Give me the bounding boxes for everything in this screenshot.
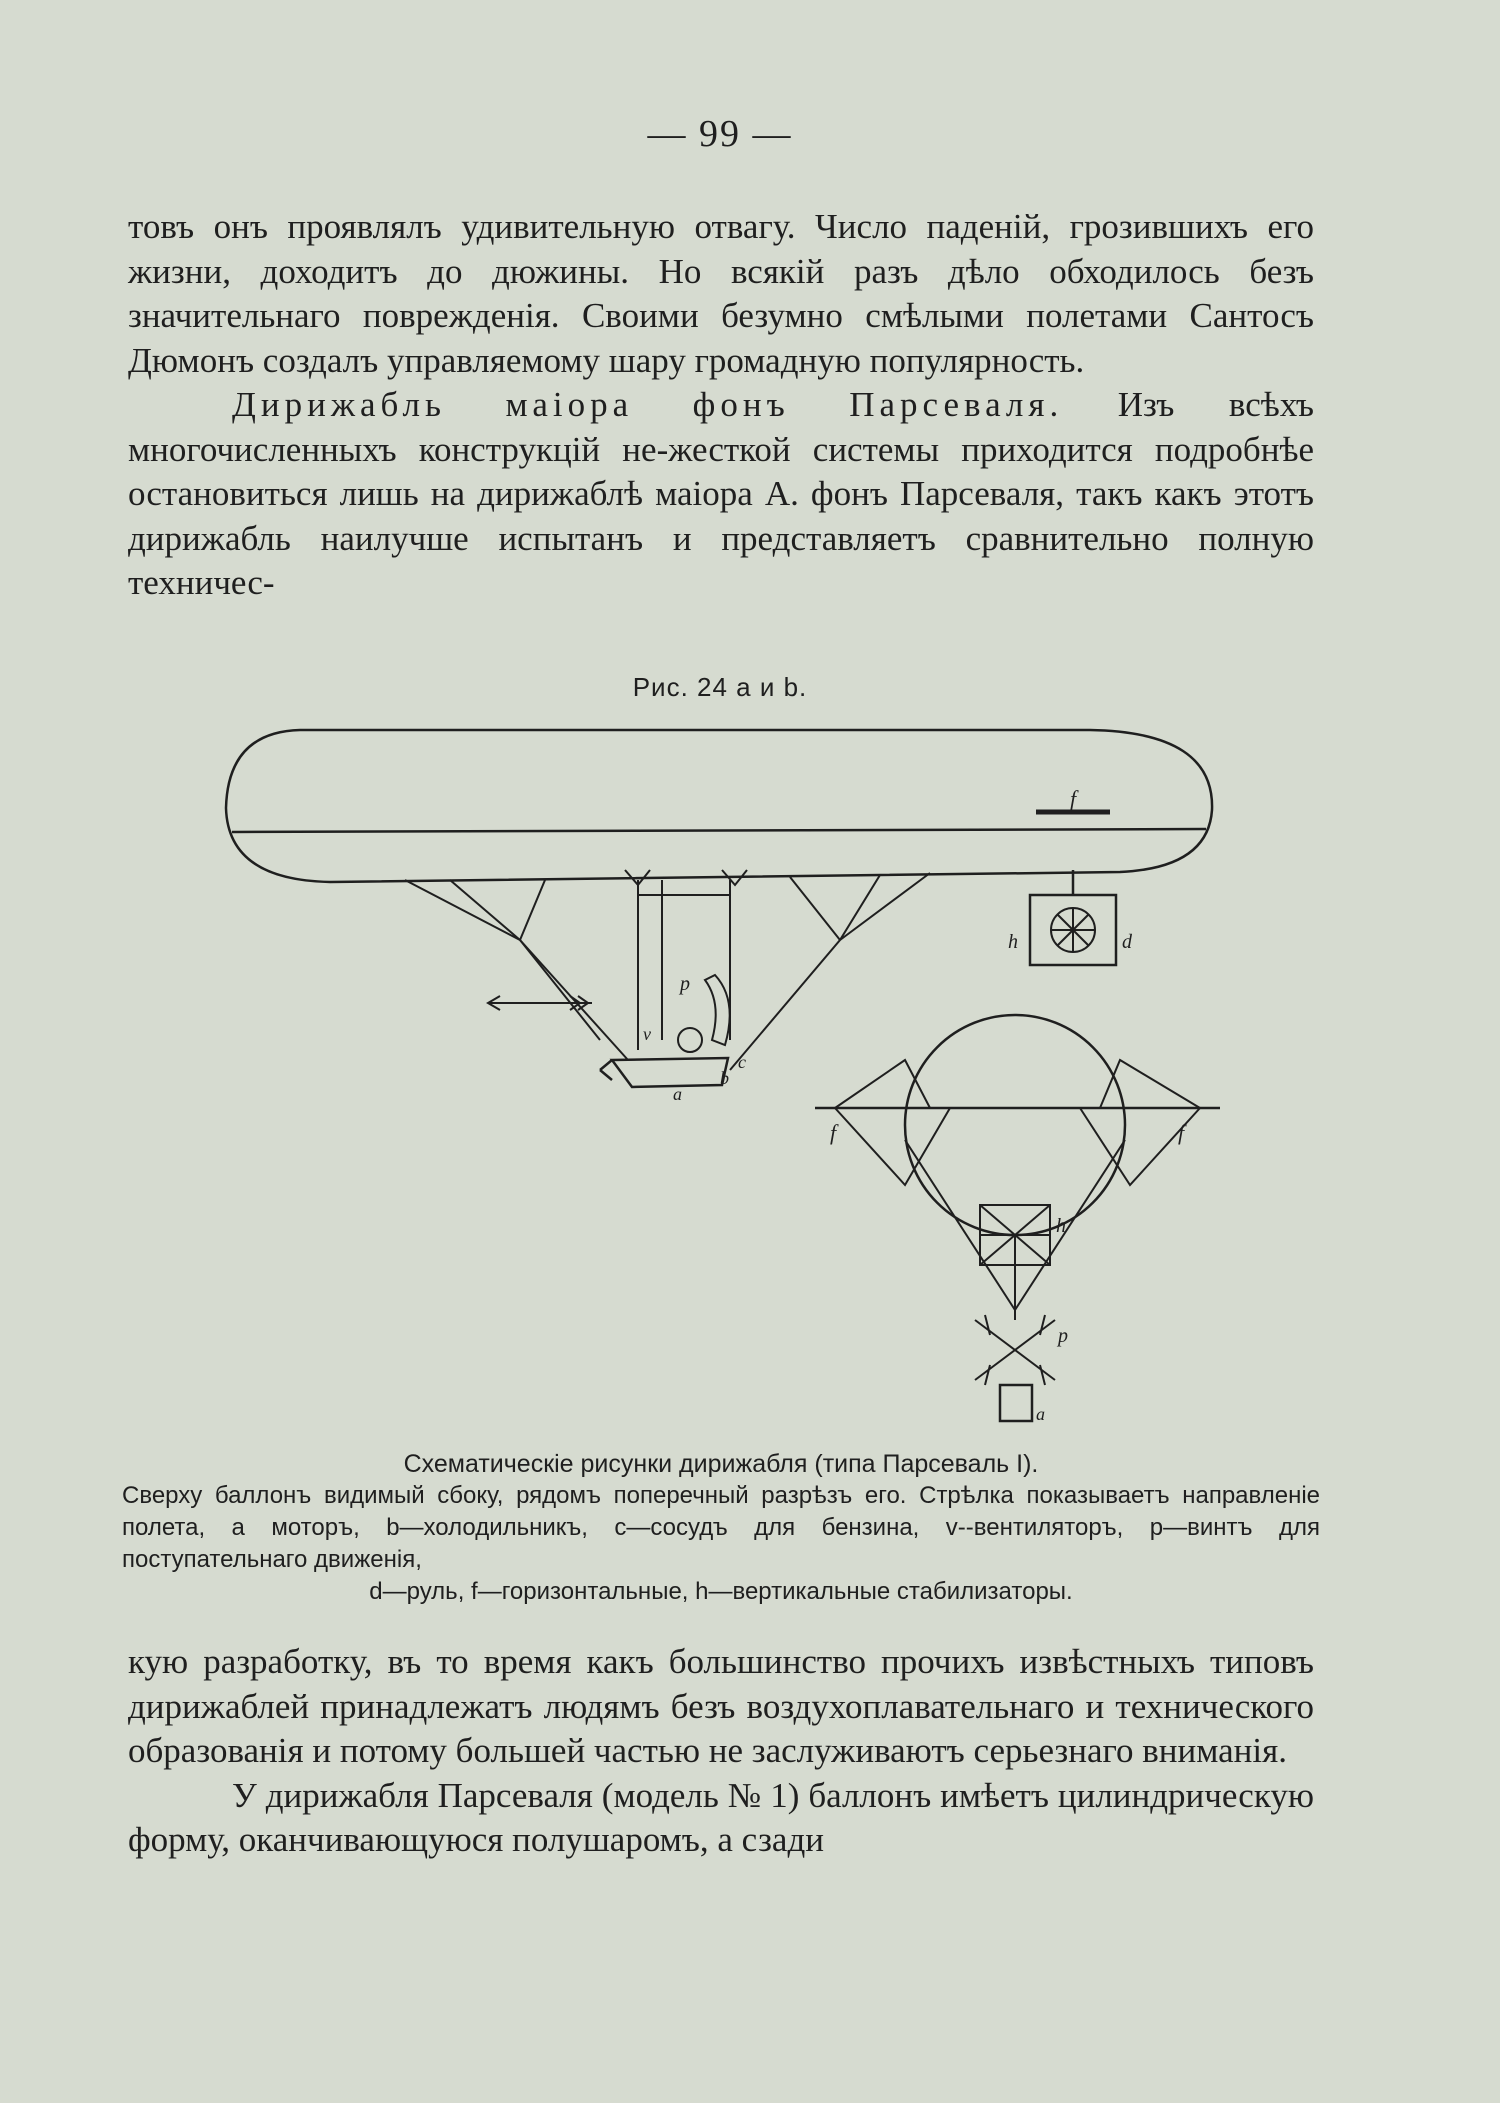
letter-a-front: a	[1036, 1404, 1045, 1424]
letter-f-left: f	[830, 1120, 837, 1145]
text-block-bottom	[128, 1640, 1314, 1863]
letter-a-side: a	[673, 1084, 682, 1104]
rudder-wheel	[1051, 908, 1095, 952]
letter-b-side: b	[720, 1068, 729, 1088]
envelope-side-view	[226, 730, 1212, 882]
front-suspension	[905, 1140, 1125, 1320]
suspension-lines	[405, 873, 930, 1070]
letter-h-side: h	[1008, 931, 1018, 953]
letter-d-side: d	[1122, 931, 1132, 953]
caption-title: Схематическіе рисунки дирижабля (типа Парсеваль I).	[403, 1450, 1039, 1478]
envelope-seam-line	[232, 829, 1206, 832]
letter-p-front: p	[1058, 1325, 1068, 1347]
paragraph-santos-dumont: товъ онъ проявлялъ удивительную отвагу. Число паденій, грозившихъ его жизни, доходитъ до дюжины. Но всякій разъ дѣло обходилось безъ значительнаго поврежденія. Своими безумно смѣлыми полетами Сантосъ Дюмонъ создалъ управляемому шару громадную популярность.	[128, 207, 1314, 380]
propeller-side	[705, 975, 730, 1045]
letter-h-front: h	[1056, 1215, 1066, 1237]
section-heading-parseval: Дирижабль маіора фонъ Парсеваля.	[232, 385, 1064, 424]
flight-direction-arrow	[488, 996, 592, 1010]
letter-f-right: f	[1178, 1120, 1185, 1145]
letter-f-side: f	[1070, 786, 1077, 811]
letter-v-side: v	[643, 1024, 651, 1044]
figure-label: Рис. 24 а и b.	[632, 672, 808, 702]
caption-last-line: d—руль, f—горизонтальные, h—вертикальные стабилизаторы.	[369, 1578, 1073, 1605]
caption-body: Сверху баллонъ видимый сбоку, рядомъ поперечный разрѣзъ его. Стрѣлка показываетъ направленіе полета, a моторъ, b—холодильникъ, c—сосудъ для бензина, v--вентиляторъ, p—винтъ для поступательнаго движенія,	[122, 1482, 1320, 1573]
gondola-side	[612, 1058, 728, 1087]
figure-caption	[122, 1448, 1320, 1608]
letter-c-side: c	[738, 1052, 746, 1072]
page-number: — 99 —	[647, 113, 793, 155]
stabilizer-bracing	[835, 1060, 1200, 1185]
paragraph-development: кую разработку, въ то время какъ большинство прочихъ извѣстныхъ типовъ дирижаблей принадлежатъ людямъ безъ воздухоплавательнаго и технического образованія и потому большей частью не заслуживаютъ серьезнаго вниманія.	[128, 1642, 1314, 1770]
letter-p-side: p	[680, 973, 690, 995]
paragraph-model-1: У дирижабля Парсеваля (модель № 1) баллонъ имѣетъ цилиндрическую форму, оканчивающуюся полушаромъ, а сзади	[128, 1775, 1314, 1859]
paragraph-parseval-text: Изъ всѣхъ многочисленныхъ конструкцій не-жесткой системы приходится подробнѣе остановиться лишь на дирижаблѣ маіора А. фонъ Парсеваля, такъ какъ этотъ дирижабль наилучше испытанъ и представляетъ сравнительно полную техничес-	[128, 385, 1315, 602]
gondola-front	[1000, 1385, 1032, 1421]
propeller-front	[975, 1315, 1055, 1385]
